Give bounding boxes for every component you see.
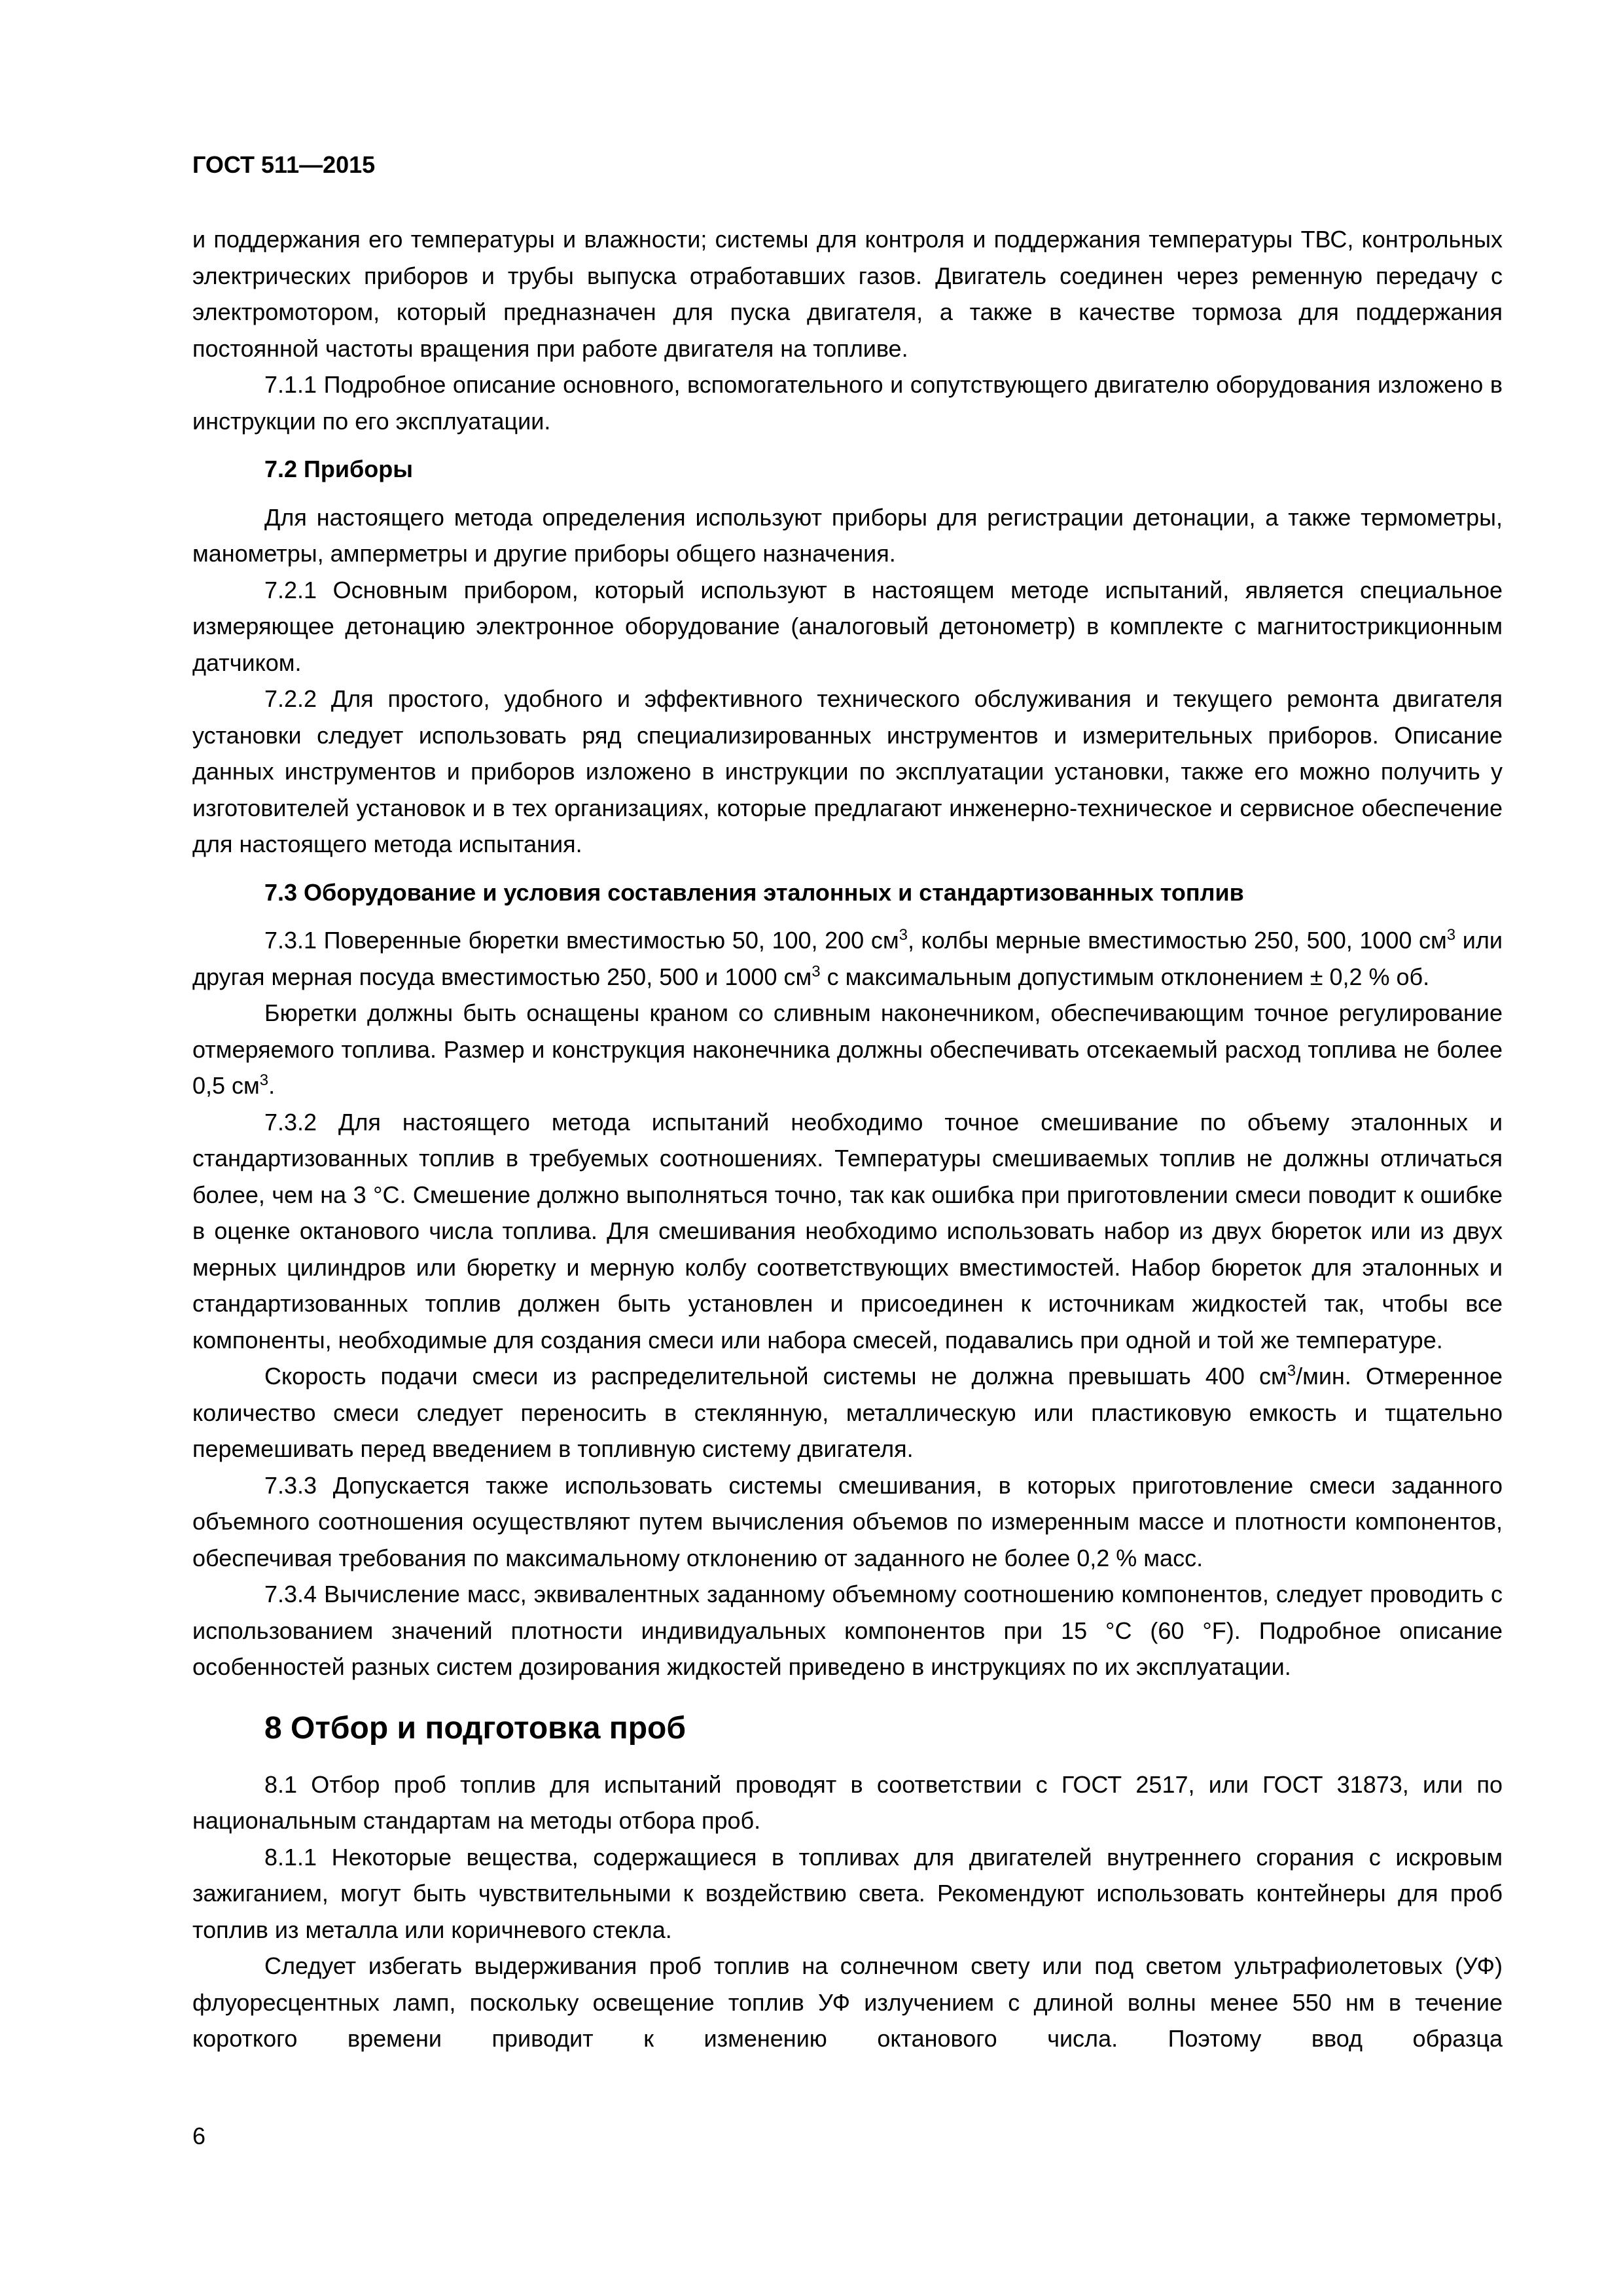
section-heading: 8 Отбор и подготовка проб: [264, 1710, 687, 1746]
paragraph: [192, 1948, 1503, 2057]
text-run: 7.3.4 Вычисление масс, эквивалентных заданному объемному соотношению компонентов, следует проводить с использованием значений плотности индивидуальных компонентов при 15 °С (60 °F). Подробное описание особенностей разных систем дозирования жидкостей приведено в инструкциях по их эксплуатации.: [192, 1581, 1503, 1680]
paragraph: [192, 1467, 1503, 1577]
text-run: 7.2.1 Основным прибором, который используют в настоящем методе испытаний, является специальное измеряющее детонацию электронное оборудование (аналоговый детонометр) в комплекте с магнитострикционным датчиком.: [192, 576, 1503, 676]
text-run: 8.1.1 Некоторые вещества, содержащиеся в топливах для двигателей внутреннего сгорания с искровым зажиганием, могут быть чувствительными к воздействию света. Рекомендуют использовать контейнеры для проб топлив из металла или коричневого стекла.: [192, 1843, 1503, 1943]
text-run: с максимальным допустимым отклонением ± 0,2 % об.: [820, 963, 1430, 990]
text-run: Скорость подачи смеси из распределительной системы не должна превышать 400 см: [264, 1363, 1287, 1390]
text-run: 7.3.1 Поверенные бюретки вместимостью 50, 100, 200 см: [264, 927, 899, 954]
text-run: 7.3.2 Для настоящего метода испытаний необходимо точное смешивание по объему эталонных и стандартизованных топлив в требуемых соотношениях. Температуры смешиваемых топлив не должны отличаться более, чем на 3 °С. Смешение должно выполняться точно, так как ошибка при приготовлении смеси поводит к ошибке в оценке октанового числа топлива. Для смешивания необходимо использовать набор из двух бюреток или из двух мерных цилиндров или бюретку и мерную колбу соответствующих вместимостей. Набор бюреток для эталонных и стандартизованных топлив должен быть установлен и присоединен к источникам жидкостей так, чтобы все компоненты, необходимые для создания смеси или набора смесей, подавались при одной и той же температуре.: [192, 1108, 1503, 1354]
subsection-heading: 7.2 Приборы: [264, 456, 414, 482]
paragraph: [192, 1576, 1503, 1685]
paragraph: [192, 681, 1503, 863]
paragraph: [192, 572, 1503, 681]
text-run: и поддержания его температуры и влажности; системы для контроля и поддержания температуры ТВС, контрольных электрических приборов и трубы выпуска отработавших газов. Двигатель соединен через ременную передачу с электромотором, который предназначен для пуска двигателя, а также в качестве тормоза для поддержания постоянной частоты вращения при работе двигателя на топливе.: [192, 226, 1503, 362]
text-run: Для настоящего метода определения используют приборы для регистрации детонации, а также термометры, манометры, амперметры и другие приборы общего назначения.: [192, 503, 1503, 567]
text-run: Следует избегать выдерживания проб топлив на солнечном свету или под светом ультрафиолетовых (УФ) флуоресцентных ламп, поскольку освещение топлив УФ излучением с длиной волны менее 550 нм в течение короткого времени приводит к изменению октанового числа. Поэтому ввод образца: [192, 1952, 1503, 2052]
superscript: 3: [812, 962, 821, 980]
text-run: Бюретки должны быть оснащены краном со сливным наконечником, обеспечивающим точное регулирование отмеряемого топлива. Размер и конструкция наконечника должны обеспечивать отсекаемый расход топлива не более 0,5 см: [192, 999, 1503, 1099]
superscript: 3: [259, 1071, 269, 1089]
paragraph: [192, 221, 1503, 367]
document-body: [192, 221, 1503, 2057]
text-run: 7.2.2 Для простого, удобного и эффективного технического обслуживания и текущего ремонта двигателя установки следует использовать ряд специализированных инструментов и измерительных приборов. Описание данных инструментов и приборов изложено в инструкции по эксплуатации установки, также его можно получить у изготовителей установок и в тех организациях, которые предлагают инженерно-техническое и сервисное обеспечение для настоящего метода испытания.: [192, 685, 1503, 857]
superscript: 3: [1446, 926, 1456, 944]
standard-code-header: ГОСТ 511—2015: [192, 151, 376, 178]
page-number: 6: [192, 2123, 206, 2149]
paragraph: [192, 499, 1503, 572]
paragraph: [192, 1358, 1503, 1467]
paragraph: [192, 1767, 1503, 1839]
text-run: 8.1 Отбор проб топлив для испытаний проводят в соответствии с ГОСТ 2517, или ГОСТ 31873, или по национальным стандартам на методы отбора проб.: [192, 1770, 1503, 1834]
text-run: .: [268, 1072, 276, 1099]
text-run: или другая мерная посуда вместимостью 250, 500 и 1000 см: [192, 927, 1503, 990]
paragraph: [192, 1104, 1503, 1359]
text-run: 7.3.3 Допускается также использовать системы смешивания, в которых приготовление смеси заданного объемного соотношения осуществляют путем вычисления объемов по измеренным массе и плотности компонентов, обеспечивая требования по максимальному отклонению от заданного не более 0,2 % масс.: [192, 1471, 1503, 1571]
paragraph: [192, 367, 1503, 439]
text-run: , колбы мерные вместимостью 250, 500, 1000 см: [907, 927, 1447, 954]
subsection-heading: 7.3 Оборудование и условия составления эталонных и стандартизованных топлив: [264, 878, 1244, 906]
paragraph: [192, 1839, 1503, 1948]
paragraph: [192, 995, 1503, 1104]
paragraph: [192, 922, 1503, 995]
text-run: 7.1.1 Подробное описание основного, вспомогательного и сопутствующего двигателю оборудования изложено в инструкции по его эксплуатации.: [192, 371, 1503, 435]
text-run: /мин. Отмеренное количество смеси следует переносить в стеклянную, металлическую или пластиковую емкость и тщательно перемешивать перед введением в топливную систему двигателя.: [192, 1363, 1503, 1462]
superscript: 3: [1287, 1362, 1296, 1380]
superscript: 3: [899, 926, 908, 944]
